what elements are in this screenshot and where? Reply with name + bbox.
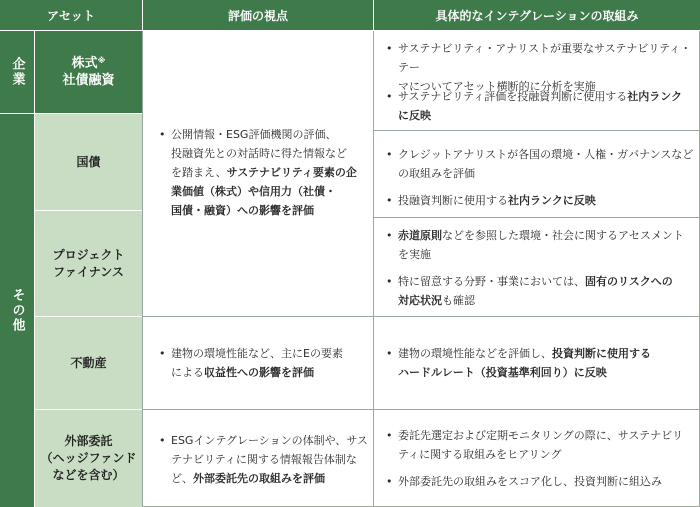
rule-vertical-2 [373, 31, 374, 507]
viewpoint-shared-l3b: サステナビリティ要素の企 [226, 166, 357, 179]
init-equity-b1l2: マについてアセット横断的に分析を実施 [398, 80, 596, 93]
rule-vertical-1 [142, 31, 143, 507]
init-external-b2: • 外部委託先の取組みをスコア化し、投資判断に組込み [398, 475, 662, 488]
init-govbond-b1l2: の取組みを評価 [398, 167, 475, 180]
sep-label-col [34, 31, 35, 507]
viewpoint-realestate [143, 317, 374, 409]
asset-equity-label: 株式 [71, 56, 98, 71]
init-equity-b2l1a: サステナビリティ評価を投融資判断に使用する [398, 90, 628, 103]
init-projfin-b1l2: を実施 [398, 248, 431, 261]
sep-asset-4 [35, 409, 142, 410]
asset-projfin [35, 211, 142, 316]
init-equity-b2l1b: 社内ランク [627, 90, 683, 103]
sep-asset-3 [35, 316, 142, 317]
viewpoint-realestate-l2b: 収益性への影響を評価 [204, 366, 314, 379]
rule-row-external [143, 409, 700, 410]
init-equity-b2l2: に反映 [398, 109, 431, 122]
viewpoint-external-l1: • ESGインテグレーションの体制や、サス [171, 434, 368, 447]
viewpoint-shared-l2: 投融資先との対話時に得た情報など [171, 147, 347, 160]
initiatives-external [374, 410, 700, 507]
init-projfin-b2l2a: 対応状況 [398, 294, 442, 307]
header-initiatives: 具体的なインテグレーションの取組み [374, 0, 700, 30]
init-govbond-b2a: 投融資判断に使用する [398, 194, 508, 207]
asset-external-line2: （ヘッジファンド [40, 451, 137, 465]
init-projfin-b2l2b: も確認 [442, 294, 475, 307]
initiatives-equity [374, 31, 700, 130]
viewpoint-shared-l1: • 公開情報・ESG評価機関の評価、 [171, 128, 337, 141]
initiatives-realestate [374, 317, 700, 409]
sep-group [0, 113, 34, 114]
viewpoint-shared-l3a: を踏まえ、 [171, 166, 227, 179]
init-projfin-b2l1b: 固有のリスクへの [585, 275, 673, 288]
viewpoint-shared-l4: 業価値（株式）や信用力（社債・ [171, 185, 336, 198]
initiatives-govbond [374, 131, 700, 217]
viewpoint-realestate-l1: • 建物の環境性能など、主にEの要素 [171, 347, 343, 360]
sep-asset-1 [35, 113, 142, 114]
init-realestate-b1l1a: 建物の環境性能などを評価し、 [398, 347, 552, 360]
init-projfin-b1l1b: などを参照した環境・社会に関するアセスメント [442, 229, 684, 242]
asset-external-line3: などを含む） [52, 468, 125, 482]
viewpoint-external-l3b: 外部委託先の取組みを評価 [193, 472, 325, 485]
asset-equity-line2: 社債融資 [62, 73, 115, 88]
asset-govbond: 国債 [35, 114, 142, 210]
init-external-b1l1: • 委託先選定および定期モニタリングの際に、サステナビリ [398, 429, 684, 442]
group-corporate: 企業 [0, 31, 34, 113]
asset-external [35, 410, 142, 507]
rule-initiatives-2 [374, 217, 700, 218]
asset-realestate: 不動産 [35, 317, 142, 409]
rule-row-realestate [143, 316, 700, 317]
viewpoint-external-l3a: ど、 [171, 472, 193, 485]
init-govbond-b2b: 社内ランクに反映 [508, 194, 596, 207]
viewpoint-external [143, 410, 374, 507]
init-realestate-b1l1b: 投資判断に使用する [552, 347, 651, 360]
viewpoint-shared [143, 31, 374, 316]
viewpoint-shared-l5: 国債・融資）への影響を評価 [171, 204, 314, 217]
viewpoint-realestate-l2a: による [171, 366, 204, 379]
init-equity-b1l1: • サステナビリティ・アナリストが重要なサステナビリティ・テー [398, 42, 692, 74]
sep-asset-2 [35, 210, 142, 211]
asset-external-line1: 外部委託 [64, 434, 113, 448]
header-asset: アセット [0, 0, 142, 30]
init-govbond-b1l1: • クレジットアナリストが各国の環境・人権・ガバナンスなど [398, 148, 694, 161]
viewpoint-external-l2: テナビリティに関する情報報告体制な [171, 453, 357, 466]
rule-initiatives-1 [374, 130, 700, 131]
asset-projfin-line2: ファイナンス [53, 264, 124, 279]
header-viewpoint: 評価の視点 [143, 0, 373, 30]
asset-equity-note: ※ [97, 56, 106, 65]
group-other: その他 [0, 114, 34, 507]
init-projfin-b2l1a: 特に留意する分野・事業においては、 [398, 275, 585, 288]
initiatives-projfin [374, 218, 700, 316]
init-realestate-b1l2: ハードルレート（投資基準利回り）に反映 [398, 366, 607, 379]
init-external-b1l2: ティに関する取組みをヒアリング [398, 448, 562, 461]
asset-projfin-line1: プロジェクト [52, 247, 125, 262]
asset-equity [35, 31, 142, 113]
init-projfin-b1l1a: 赤道原則 [398, 229, 442, 242]
